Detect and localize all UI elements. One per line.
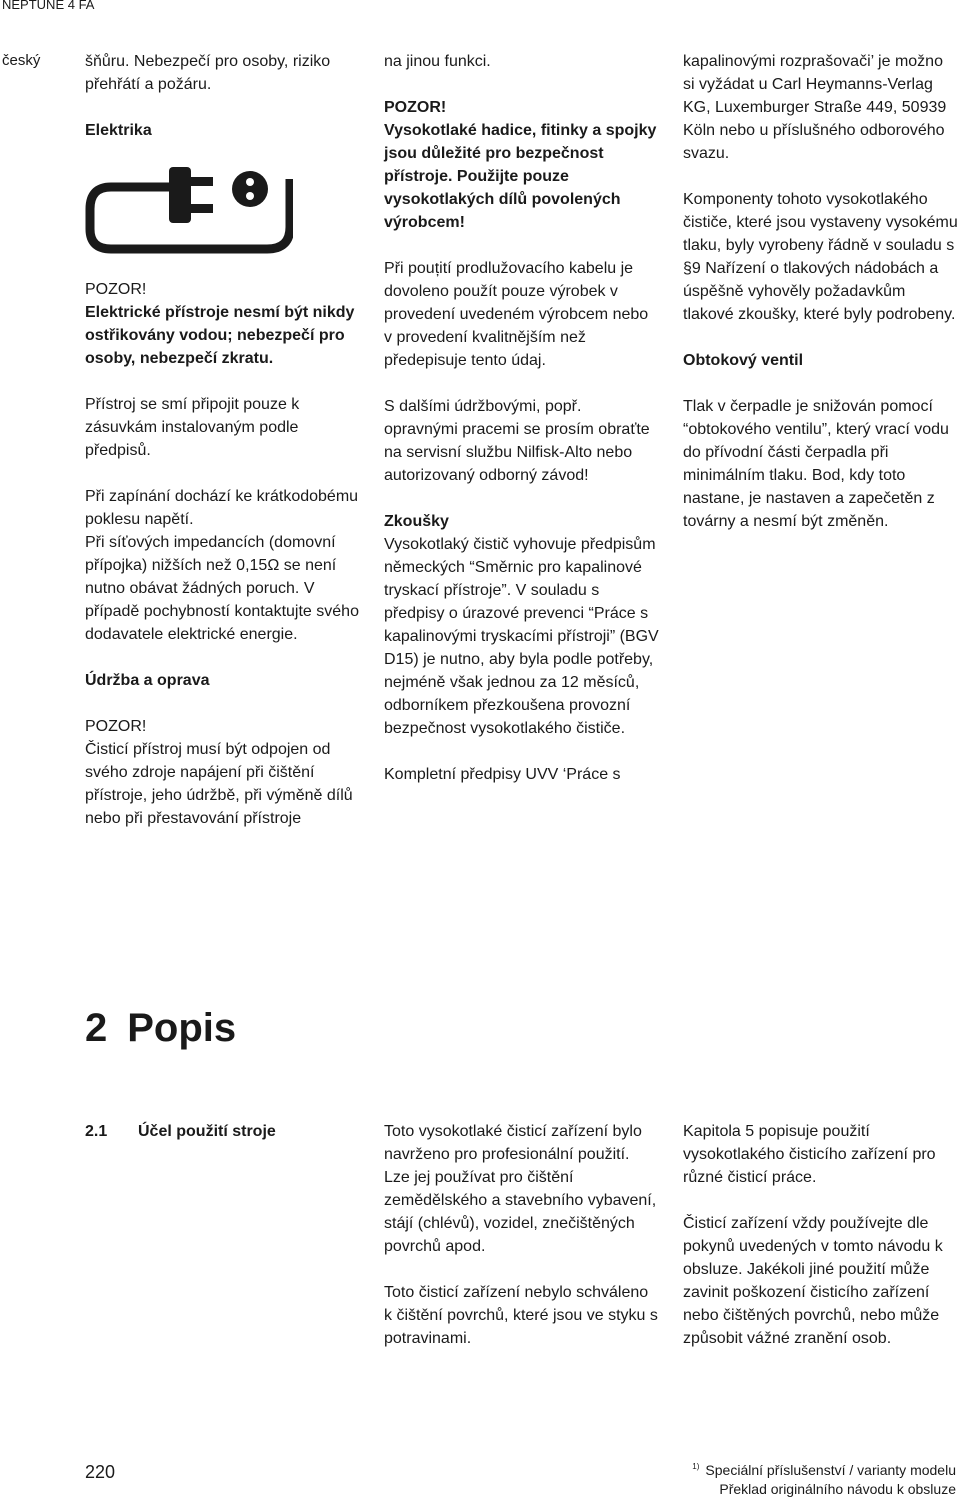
column-2 <box>384 50 659 786</box>
subsection-number: 2.1 <box>85 1123 108 1140</box>
footnote <box>692 1462 956 1478</box>
description-column-1 <box>384 1120 659 1350</box>
heading-elektrika: Elektrika <box>85 122 152 139</box>
column-1 <box>85 50 360 830</box>
warning-label-pozor-3: POZOR! <box>384 99 447 116</box>
paragraph-bypass-valve: Tlak v čerpadle je snižován pomocí “obtokového ventilu”, který vrací vodu do přívodní části čerpadla při minimálním tlaku. Bod, kdy toto nastane, je nastaven a zapečetěn z továrny a nesmí být změněn. <box>683 398 949 530</box>
page-number: 220 <box>85 1462 116 1482</box>
subsection-title: Účel použití stroje <box>138 1123 276 1140</box>
paragraph-network-impedance: Při síťových impedancích (domovní přípojka) nižších než 0,15Ω se není nutno obávat žádných poruch. V případě pochybností kontaktujte svého dodavatele elektrické energie. <box>85 534 359 643</box>
paragraph-usage-instructions: Čisticí zařízení vždy používejte dle pokynů uvedených v tomto návodu k obsluze. Jakékoli jiné použití může zavinit poškození čisticího zařízení nebo čištěných povrchů, nebo může způsobit vážné zranění osob. <box>683 1215 943 1347</box>
description-column-2 <box>683 1120 958 1350</box>
heading-tests: Zkoušky <box>384 513 449 530</box>
warning-high-pressure-hoses: Vysokotlaké hadice, fitinky a spojky jsou důležité pro bezpečnost přístroje. Použijte pouze vysokotlakých dílů povolených výrobcem! <box>384 122 657 231</box>
subsection-heading <box>85 1120 276 1143</box>
paragraph-cord-danger: šňůru. Nebezpečí pro osoby, riziko přehřátí a požáru. <box>85 53 331 93</box>
footnote-text: Speciální příslušenství / varianty modelu <box>705 1462 956 1478</box>
paragraph-uvv-regulations: Kompletní předpisy UVV ‘Práce s <box>384 766 621 783</box>
footnote-mark: 1) <box>692 1462 700 1471</box>
paragraph-continuation: na jinou funkci. <box>384 53 491 70</box>
paragraph-intended-use: Toto vysokotlaké čisticí zařízení bylo navrženo pro profesionální použití. Lze jej používat pro čištění zemědělského a stavebního vybavení, stájí (chlévů), vozidel, znečištěných povrchů apod. <box>384 1123 657 1255</box>
heading-bypass-valve: Obtokový ventil <box>683 352 804 369</box>
paragraph-food-surfaces: Toto čisticí zařízení nebylo schváleno k čištění povrchů, které jsou ve styku s potravinami. <box>384 1284 658 1347</box>
paragraph-chapter-reference: Kapitola 5 popisuje použití vysokotlakého čisticího zařízení pro různé čisticí práce. <box>683 1123 936 1186</box>
paragraph-voltage-drop: Při zapínání dochází ke krátkodobému poklesu napětí. <box>85 488 359 528</box>
paragraph-service-contact: S dalšími údržbovými, popř. opravnými pracemi se prosím obraťte na servisní službu Nilfisk-Alto nebo autorizovaný odborný závod! <box>384 398 650 484</box>
section-title <box>85 1006 236 1051</box>
paragraph-socket-connection: Přístroj se smí připojit pouze k zásuvkám instalovaným podle předpisů. <box>85 396 300 459</box>
section-name: Popis <box>127 1006 237 1050</box>
paragraph-disconnect-power: Čisticí přístroj musí být odpojen od svého zdroje napájení při čištění přístroje, jeho údržbě, při výměně dílů nebo při přestavování přístroje <box>85 741 353 827</box>
heading-maintenance: Údržba a oprava <box>85 672 210 689</box>
paragraph-tests: Vysokotlaký čistič vyhovuje předpisům německých “Směrnic pro kapalinové tryskací přístroje”. V souladu s předpisy o úrazové prevenci “Práce s kapalinovými tryskacími přístroji” (BGV D15) je nutno, aby byla podle potřeby, nejméně však jednou za 12 měsíců, odborníkem přezkoušena provozní bezpečnost vysokotlakého čističe. <box>384 536 659 737</box>
warning-label-pozor-2: POZOR! <box>85 718 147 735</box>
paragraph-pressure-components: Komponenty tohoto vysokotlakého čističe, které jsou vystaveny vysokému tlaku, byly vyrobeny řádně v souladu s §9 Nařízení o tlakových nádobách a úspěšně vyhověly požadavkům tlakové zkoušky, které byly podrobeny. <box>683 191 958 323</box>
paragraph-extension-cable: Při pouțití prodlužovacího kabelu je dovoleno použít pouze výrobek v provedení uvedeném výrobcem nebo v provedení kvalitnějším než předepisuje tento údaj. <box>384 260 649 369</box>
warning-water-short-circuit: Elektrické přístroje nesmí být nikdy ostřikovány vodou; nebezpečí pro osoby, nebezpečí zkratu. <box>85 304 355 367</box>
document-header-model: NEPTUNE 4 FA <box>2 0 95 12</box>
translation-note: Překlad originálního návodu k obsluze <box>719 1481 956 1497</box>
column-3 <box>683 50 958 533</box>
warning-label-pozor: POZOR! <box>85 281 147 298</box>
paragraph-regulations-source: kapalinovými rozprašovači’ je možno si vyžádat u Carl Heymanns-Verlag KG, Luxemburger Straße 449, 50939 Köln nebo u příslušného odborového svazu. <box>683 53 947 162</box>
electric-plug-warning-icon <box>85 157 293 257</box>
language-tag: český <box>2 52 41 69</box>
section-number: 2 <box>85 1006 108 1050</box>
